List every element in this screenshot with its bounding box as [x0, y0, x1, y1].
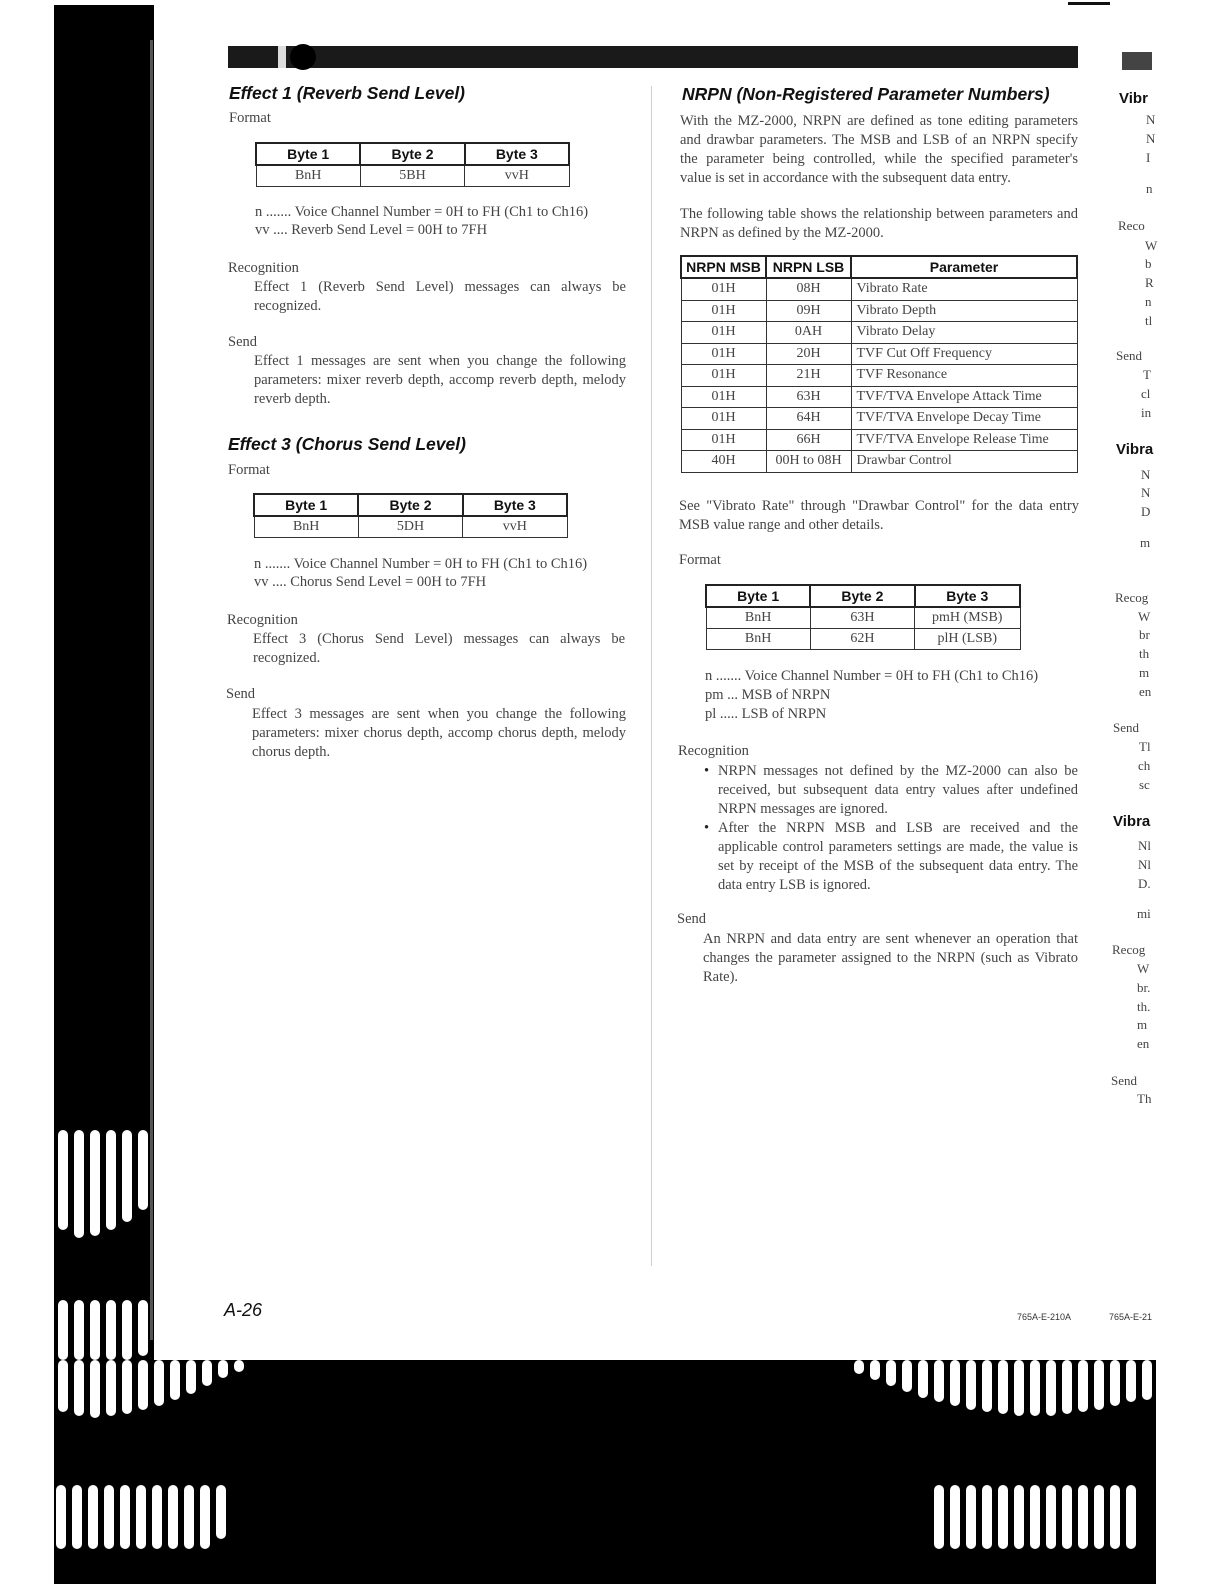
next-page-letter: n	[1145, 294, 1152, 309]
table-row	[681, 408, 1077, 430]
next-page-label: Send	[1116, 348, 1142, 363]
next-page-letter: in	[1141, 405, 1152, 420]
stripe-group	[58, 1130, 148, 1238]
nrpn-intro-2: The following table shows the relationship between parameters and NRPN as defined by the MZ-2000.	[680, 206, 1078, 241]
table-cell: Vibrato Delay	[851, 322, 1077, 344]
table-header: NRPN LSB	[766, 256, 851, 278]
table-cell: 01H	[681, 278, 766, 300]
next-page-letter: Th	[1137, 1091, 1152, 1106]
table-cell: 5BH	[360, 165, 464, 187]
bottom-scan-band	[54, 1360, 1156, 1584]
table-cell: Vibrato Rate	[851, 278, 1077, 300]
table-cell: 21H	[766, 365, 851, 387]
next-page-letter: th.	[1137, 999, 1151, 1014]
effect1-recognition-text: Effect 1 (Reverb Send Level) messages can always be recognized.	[254, 279, 626, 314]
table-row	[681, 451, 1077, 473]
table-cell: 62H	[810, 629, 914, 650]
next-page-label: Send	[1113, 720, 1139, 735]
next-page-letter: sc	[1139, 777, 1150, 792]
next-page-letter: br.	[1137, 980, 1151, 995]
table-header: Byte 3	[915, 585, 1021, 607]
nrpn-intro-1: With the MZ-2000, NRPN are defined as tone editing parameters and drawbar parameters. The MSB and LSB of an NRPN specify the parameter being controlled, while the specified parameter's value is set in accordance with the subsequent data entry.	[680, 113, 1078, 186]
next-page-letter: D	[1141, 504, 1151, 519]
table-header: Byte 1	[706, 585, 810, 607]
table-header: Byte 1	[254, 494, 358, 516]
next-page-letter: br	[1139, 627, 1150, 642]
next-page-label: Reco	[1118, 218, 1145, 233]
nrpn-format-label: Format	[679, 552, 721, 568]
effect3-recognition-text: Effect 3 (Chorus Send Level) messages can always be recognized.	[253, 631, 625, 666]
next-page-heading: Vibr	[1119, 90, 1148, 107]
table-cell: 0AH	[766, 322, 851, 344]
next-page-letter: mi	[1137, 906, 1151, 921]
next-page-heading: Vibra	[1116, 441, 1154, 458]
next-page-heading: Vibra	[1113, 813, 1151, 830]
table-cell: 01H	[681, 365, 766, 387]
table-cell: 01H	[681, 408, 766, 430]
next-page-letter: m	[1139, 665, 1150, 680]
effect1-recognition-label: Recognition	[228, 260, 299, 276]
stripe-group	[58, 1300, 148, 1360]
next-page-letter: N	[1141, 485, 1151, 500]
table-cell: BnH	[706, 607, 810, 629]
header-bar	[228, 46, 1078, 68]
next-page-letter: th	[1139, 646, 1150, 661]
table-cell: 01H	[681, 343, 766, 365]
next-page-letter: N	[1146, 131, 1156, 146]
table-cell: pmH (MSB)	[915, 607, 1021, 629]
table-cell: 01H	[681, 429, 766, 451]
effect3-def-vv: vv .... Chorus Send Level = 00H to 7FH	[254, 574, 487, 590]
effect1-send-label: Send	[228, 334, 257, 350]
table-cell: BnH	[256, 165, 360, 187]
next-page-letter: W	[1137, 961, 1150, 976]
nrpn-see-text: See "Vibrato Rate" through "Drawbar Control" for the data entry MSB value range and other details.	[679, 498, 1079, 533]
table-cell: plH (LSB)	[915, 629, 1021, 650]
list-item: • After the NRPN MSB and LSB are received and the applicable control parameters settings are made, the value is set by receipt of the MSB of the subsequent data entry. The data entry LSB is ignored.	[704, 819, 1078, 895]
table-cell: 40H	[681, 451, 766, 473]
effect1-def-vv: vv .... Reverb Send Level = 00H to 7FH	[255, 222, 488, 238]
next-page-letter: N	[1141, 467, 1151, 482]
next-page-header-block	[1122, 52, 1152, 70]
nrpn-send-label: Send	[677, 911, 706, 927]
table-cell: 08H	[766, 278, 851, 300]
stripe-group	[854, 1360, 1152, 1420]
table-header: NRPN MSB	[681, 256, 766, 278]
next-page-letter: R	[1145, 275, 1154, 290]
table-cell: 66H	[766, 429, 851, 451]
header-bar-notch	[278, 46, 286, 68]
table-row	[706, 607, 1020, 629]
next-page-letter: n	[1146, 181, 1153, 196]
table-row	[681, 386, 1077, 408]
table-cell: 00H to 08H	[766, 451, 851, 473]
next-page-letter: W	[1145, 238, 1158, 253]
next-page-letter: en	[1137, 1036, 1150, 1051]
table-row	[681, 322, 1077, 344]
table-cell: TVF Resonance	[851, 365, 1077, 387]
effect3-title: Effect 3 (Chorus Send Level)	[228, 434, 466, 454]
next-page-letter: Tl	[1139, 739, 1151, 754]
stripe-group	[56, 1485, 226, 1550]
nrpn-def-pm: pm ... MSB of NRPN	[705, 687, 831, 703]
effect1-send-text: Effect 1 messages are sent when you change the following parameters: mixer reverb depth, accomp reverb depth, melody reverb depth.	[254, 353, 626, 407]
table-row	[681, 429, 1077, 451]
table-cell: 63H	[766, 386, 851, 408]
table-cell: 63H	[810, 607, 914, 629]
nrpn-def-n: n ....... Voice Channel Number = 0H to FH (Ch1 to Ch16)	[705, 668, 1039, 684]
effect3-format-table	[253, 493, 568, 538]
table-row	[681, 365, 1077, 387]
column-gutter	[651, 86, 652, 1266]
effect3-format-label: Format	[228, 462, 270, 478]
table-header: Byte 1	[256, 143, 360, 165]
corner-mark	[1068, 2, 1110, 15]
table-cell: vvH	[463, 516, 567, 538]
next-page-letter: Nl	[1138, 838, 1151, 853]
doc-code: 765A-E-210A	[1017, 1312, 1072, 1322]
table-cell: 5DH	[358, 516, 462, 538]
next-page-doc-code: 765A-E-21	[1109, 1312, 1153, 1322]
next-page-letter: en	[1139, 684, 1152, 699]
next-page-letter: I	[1146, 150, 1151, 165]
effect1-title: Effect 1 (Reverb Send Level)	[229, 83, 466, 103]
next-page-letter: D.	[1138, 876, 1151, 891]
page-number: A-26	[224, 1300, 263, 1320]
effect3-recognition-label: Recognition	[227, 612, 298, 628]
effect3-send-text: Effect 3 messages are sent when you change the following parameters: mixer chorus depth, accomp chorus depth, melody chorus depth.	[252, 706, 626, 760]
table-header: Byte 3	[465, 143, 569, 165]
next-page-letter: m	[1137, 1017, 1148, 1032]
table-cell: BnH	[706, 629, 810, 650]
stripe-group	[934, 1485, 1136, 1550]
table-header: Byte 2	[358, 494, 462, 516]
effect3-def-n: n ....... Voice Channel Number = 0H to FH (Ch1 to Ch16)	[254, 556, 588, 572]
table-cell: Vibrato Depth	[851, 300, 1077, 322]
stripe-group	[58, 1360, 244, 1420]
effect3-send-label: Send	[226, 686, 255, 702]
nrpn-send-text: An NRPN and data entry are sent whenever an operation that changes the parameter assigned to the NRPN (such as Vibrato Rate).	[703, 931, 1078, 985]
next-page-letter: ch	[1138, 758, 1151, 773]
table-row	[681, 278, 1077, 300]
list-item: • NRPN messages not defined by the MZ-2000 can also be received, but subsequent data entry values after undefined NRPN messages are ignored.	[704, 762, 1078, 819]
table-header: Byte 3	[463, 494, 567, 516]
table-row	[681, 343, 1077, 365]
table-cell: 01H	[681, 322, 766, 344]
effect1-def-n: n ....... Voice Channel Number = 0H to FH (Ch1 to Ch16)	[255, 204, 589, 220]
binding-edge	[150, 40, 153, 1340]
effect1-format-table	[255, 142, 570, 187]
next-page-letter: b	[1145, 256, 1152, 271]
table-header: Parameter	[851, 256, 1077, 278]
next-page-letter: cl	[1141, 386, 1151, 401]
next-page-label: Recog	[1115, 590, 1149, 605]
table-header: Byte 2	[810, 585, 914, 607]
table-cell: 09H	[766, 300, 851, 322]
table-cell: 64H	[766, 408, 851, 430]
next-page-letter: m	[1140, 535, 1151, 550]
table-cell: Drawbar Control	[851, 451, 1077, 473]
table-cell: 01H	[681, 300, 766, 322]
table-cell: vvH	[465, 165, 569, 187]
effect1-format-label: Format	[229, 110, 271, 126]
nrpn-title: NRPN (Non-Registered Parameter Numbers)	[682, 84, 1050, 104]
next-page-letter: N	[1146, 112, 1156, 127]
table-cell: TVF Cut Off Frequency	[851, 343, 1077, 365]
table-cell: 20H	[766, 343, 851, 365]
next-page-label: Recog	[1112, 942, 1146, 957]
table-cell: TVF/TVA Envelope Decay Time	[851, 408, 1077, 430]
table-cell: TVF/TVA Envelope Release Time	[851, 429, 1077, 451]
table-cell: 01H	[681, 386, 766, 408]
table-header: Byte 2	[360, 143, 464, 165]
table-row	[706, 629, 1020, 650]
nrpn-def-pl: pl ..... LSB of NRPN	[705, 706, 827, 722]
table-cell: BnH	[254, 516, 358, 538]
next-page-letter: Nl	[1138, 857, 1151, 872]
nrpn-table	[680, 255, 1078, 473]
next-page-letter: tl	[1145, 313, 1153, 328]
header-bar-ornament	[290, 44, 316, 70]
table-cell: TVF/TVA Envelope Attack Time	[851, 386, 1077, 408]
table-row	[681, 300, 1077, 322]
nrpn-recognition-list	[704, 762, 1078, 895]
next-page-letter: T	[1143, 367, 1151, 382]
nrpn-recognition-label: Recognition	[678, 743, 749, 759]
next-page-letter: W	[1138, 609, 1151, 624]
next-page-label: Send	[1111, 1073, 1137, 1088]
nrpn-format-table	[705, 584, 1021, 650]
